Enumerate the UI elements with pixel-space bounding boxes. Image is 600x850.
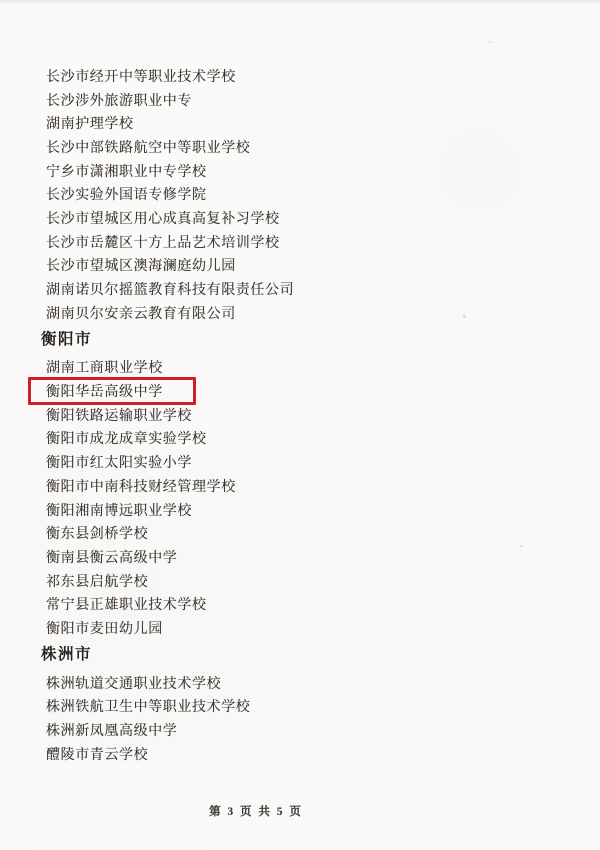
school-list-item bbox=[0, 277, 600, 301]
school-name: 衡阳市红太阳实验小学 bbox=[46, 456, 192, 472]
school-list-item bbox=[0, 230, 600, 254]
school-name: 长沙市望城区澳海澜庭幼儿园 bbox=[46, 259, 236, 275]
school-name: 长沙市经开中等职业技术学校 bbox=[46, 69, 236, 85]
school-name: 长沙市望城区用心成真高复补习学校 bbox=[46, 211, 280, 227]
school-list-item bbox=[0, 742, 600, 766]
school-list bbox=[0, 64, 600, 766]
school-list-item bbox=[0, 254, 600, 278]
school-list-item bbox=[0, 545, 600, 569]
school-name: 祁东县启航学校 bbox=[46, 574, 149, 590]
school-list-item bbox=[0, 64, 600, 88]
school-list-item bbox=[0, 206, 600, 230]
school-name: 衡阳华岳高级中学 bbox=[46, 385, 163, 401]
school-list-item bbox=[0, 521, 600, 545]
page-number-label: 第 3 页 共 5 页 bbox=[209, 806, 303, 818]
school-list-item bbox=[0, 403, 600, 427]
city-section bbox=[0, 328, 600, 640]
city-section-header: 衡阳市 bbox=[41, 330, 93, 348]
school-name: 湖南护理学校 bbox=[46, 117, 134, 133]
school-name: 衡阳市中南科技财经管理学校 bbox=[46, 479, 236, 495]
school-name: 湖南诺贝尔摇篮教育科技有限责任公司 bbox=[46, 283, 295, 299]
city-section bbox=[0, 64, 600, 325]
school-list-item bbox=[0, 135, 600, 159]
school-name: 衡东县剑桥学校 bbox=[46, 527, 149, 543]
school-list-item bbox=[0, 356, 600, 380]
city-section-items bbox=[0, 671, 600, 766]
school-name: 株洲铁航卫生中等职业技术学校 bbox=[46, 700, 251, 716]
school-list-item bbox=[0, 88, 600, 112]
school-list-item bbox=[0, 182, 600, 206]
city-section-header: 株洲市 bbox=[41, 645, 93, 663]
school-name: 湖南工商职业学校 bbox=[46, 361, 163, 377]
school-name: 衡阳湘南博远职业学校 bbox=[46, 503, 192, 519]
school-list-item bbox=[0, 450, 600, 474]
school-list-item bbox=[0, 671, 600, 695]
school-list-item bbox=[0, 301, 600, 325]
school-name: 长沙中部铁路航空中等职业学校 bbox=[46, 140, 251, 156]
school-name: 长沙实验外国语专修学院 bbox=[46, 188, 207, 204]
school-list-item bbox=[0, 474, 600, 498]
school-list-item bbox=[0, 718, 600, 742]
school-name: 衡阳市麦田幼儿园 bbox=[46, 621, 163, 637]
scan-speck bbox=[489, 41, 491, 43]
city-section bbox=[0, 643, 600, 766]
school-name: 长沙涉外旅游职业中专 bbox=[46, 93, 192, 109]
city-section-items bbox=[0, 64, 600, 325]
school-list-item bbox=[0, 379, 600, 403]
school-name: 醴陵市青云学校 bbox=[46, 747, 149, 763]
school-list-item bbox=[0, 616, 600, 640]
school-list-item bbox=[0, 695, 600, 719]
school-list-item bbox=[0, 111, 600, 135]
school-name: 衡阳铁路运输职业学校 bbox=[46, 408, 192, 424]
school-list-item bbox=[0, 498, 600, 522]
school-name: 株洲轨道交通职业技术学校 bbox=[46, 676, 222, 692]
school-name: 常宁县正雄职业技术学校 bbox=[46, 598, 207, 614]
school-name: 湖南贝尔安亲云教育有限公司 bbox=[46, 306, 236, 322]
school-name: 宁乡市潇湘职业中专学校 bbox=[46, 164, 207, 180]
school-list-item bbox=[0, 159, 600, 183]
school-name: 长沙市岳麓区十方上品艺术培训学校 bbox=[46, 235, 280, 251]
school-list-item bbox=[0, 569, 600, 593]
page-footer bbox=[0, 803, 512, 819]
city-section-items bbox=[0, 356, 600, 640]
school-list-item bbox=[0, 592, 600, 616]
school-name: 衡阳市成龙成章实验学校 bbox=[46, 432, 207, 448]
school-name: 株洲新凤凰高级中学 bbox=[46, 724, 178, 740]
school-list-item bbox=[0, 427, 600, 451]
school-name: 衡南县衡云高级中学 bbox=[46, 550, 178, 566]
